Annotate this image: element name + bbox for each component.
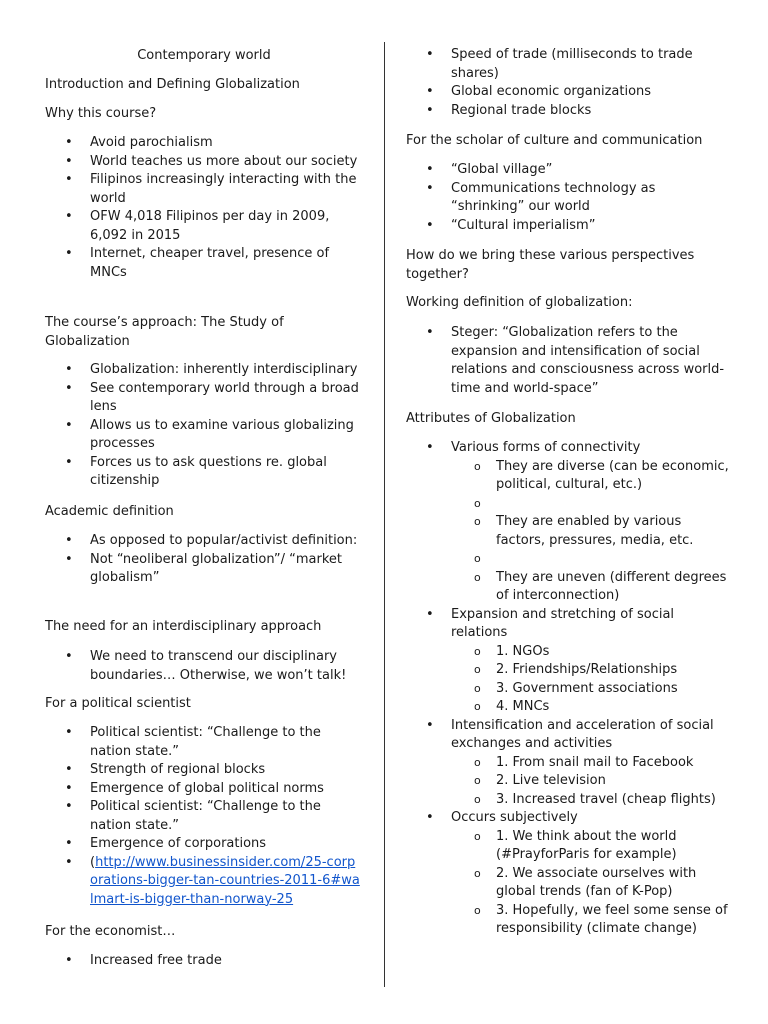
sub-item: o 2. Live television bbox=[451, 772, 730, 791]
column-divider bbox=[384, 42, 385, 987]
list-item bbox=[406, 717, 730, 810]
heading-culture: For the scholar of culture and communication bbox=[406, 133, 703, 148]
attribute-label: Intensification and acceleration of social exchanges and activities bbox=[451, 717, 714, 751]
list-item: • Strength of regional blocks bbox=[45, 761, 363, 780]
heading-bring: How do we bring these various perspectives together? bbox=[406, 248, 695, 282]
sub-item: o 3. Hopefully, we feel some sense of responsibility (climate change) bbox=[451, 902, 730, 939]
document-title: Contemporary world bbox=[137, 48, 271, 63]
link-paren: ( bbox=[90, 854, 96, 870]
list-item: • As opposed to popular/activist definition: bbox=[45, 532, 363, 551]
sub-item: o They are enabled by various factors, pressures, media, etc. bbox=[451, 513, 730, 550]
sub-item: o They are uneven (different degrees of interconnection) bbox=[451, 569, 730, 606]
why-list bbox=[45, 134, 363, 282]
list-item: • Globalization: inherently interdisciplinary bbox=[45, 361, 363, 380]
sub-item: o 1. NGOs bbox=[451, 643, 730, 662]
list-item bbox=[406, 439, 730, 606]
list-item: • Emergence of corporations bbox=[45, 835, 363, 854]
sub-item: o 3. Increased travel (cheap flights) bbox=[451, 791, 730, 810]
list-item: • Political scientist: “Challenge to the nation state.” bbox=[45, 724, 363, 761]
economist-list bbox=[45, 952, 363, 971]
heading-attributes: Attributes of Globalization bbox=[406, 411, 576, 426]
sub-item: o 2. Friendships/Relationships bbox=[451, 661, 730, 680]
list-item: • OFW 4,018 Filipinos per day in 2009, 6,092 in 2015 bbox=[45, 208, 363, 245]
list-item: • Not “neoliberal globalization”/ “market globalism” bbox=[45, 551, 363, 588]
academic-list bbox=[45, 532, 363, 588]
heading-why: Why this course? bbox=[45, 106, 157, 121]
attr1-sublist bbox=[451, 458, 730, 606]
sub-item bbox=[451, 550, 730, 569]
approach-list bbox=[45, 361, 363, 491]
need-list bbox=[45, 648, 363, 685]
heading-economist: For the economist… bbox=[45, 924, 176, 939]
political-list bbox=[45, 724, 363, 909]
sub-item: o 3. Government associations bbox=[451, 680, 730, 699]
list-item: • Forces us to ask questions re. global citizenship bbox=[45, 454, 363, 491]
sub-item: o 4. MNCs bbox=[451, 698, 730, 717]
heading-approach: The course’s approach: The Study of Globalization bbox=[45, 315, 284, 349]
list-item: • Steger: “Globalization refers to the expansion and intensification of social relations and consciousness across world-time and world-space” bbox=[406, 324, 730, 398]
list-item: • Regional trade blocks bbox=[406, 102, 730, 121]
list-item-link bbox=[45, 854, 363, 910]
attributes-list bbox=[406, 439, 730, 939]
list-item: • Global economic organizations bbox=[406, 83, 730, 102]
list-item: • “Global village” bbox=[406, 161, 730, 180]
list-item: • Emergence of global political norms bbox=[45, 780, 363, 799]
attr4-sublist bbox=[451, 828, 730, 939]
heading-academic: Academic definition bbox=[45, 504, 174, 519]
list-item: • Political scientist: “Challenge to the nation state.” bbox=[45, 798, 363, 835]
list-item: • World teaches us more about our society bbox=[45, 153, 363, 172]
heading-need: The need for an interdisciplinary approach bbox=[45, 619, 322, 634]
sub-item: o 1. We think about the world (#PrayforParis for example) bbox=[451, 828, 730, 865]
econ-list bbox=[406, 46, 730, 120]
sub-item: o They are diverse (can be economic, political, cultural, etc.) bbox=[451, 458, 730, 495]
list-item: • Allows us to examine various globalizing processes bbox=[45, 417, 363, 454]
sub-item: o 2. We associate ourselves with global trends (fan of K-Pop) bbox=[451, 865, 730, 902]
list-item: • “Cultural imperialism” bbox=[406, 217, 730, 236]
list-item bbox=[406, 809, 730, 939]
attr2-sublist bbox=[451, 643, 730, 717]
list-item bbox=[406, 606, 730, 717]
heading-political: For a political scientist bbox=[45, 696, 191, 711]
culture-list bbox=[406, 161, 730, 235]
list-item: • Avoid parochialism bbox=[45, 134, 363, 153]
list-item: • Speed of trade (milliseconds to trade shares) bbox=[406, 46, 730, 83]
list-item: • Filipinos increasingly interacting with the world bbox=[45, 171, 363, 208]
attribute-label: Occurs subjectively bbox=[451, 810, 578, 825]
list-item: • Internet, cheaper travel, presence of MNCs bbox=[45, 245, 363, 282]
list-item: • We need to transcend our disciplinary boundaries… Otherwise, we won’t talk! bbox=[45, 648, 363, 685]
attr3-sublist bbox=[451, 754, 730, 810]
sub-item: o 1. From snail mail to Facebook bbox=[451, 754, 730, 773]
list-item: • Increased free trade bbox=[45, 952, 363, 971]
sub-item bbox=[451, 495, 730, 514]
attribute-label: Various forms of connectivity bbox=[451, 440, 641, 455]
heading-intro: Introduction and Defining Globalization bbox=[45, 77, 300, 92]
heading-working: Working definition of globalization: bbox=[406, 295, 633, 310]
list-item: • See contemporary world through a broad lens bbox=[45, 380, 363, 417]
list-item: • Communications technology as “shrinking” our world bbox=[406, 180, 730, 217]
businessinsider-link[interactable]: http://www.businessinsider.com/25-corporations-bigger-tan-countries-2011-6#walmart-is-bigger-than-norway-25 bbox=[90, 854, 360, 907]
working-list bbox=[406, 324, 730, 398]
attribute-label: Expansion and stretching of social relations bbox=[451, 606, 675, 640]
